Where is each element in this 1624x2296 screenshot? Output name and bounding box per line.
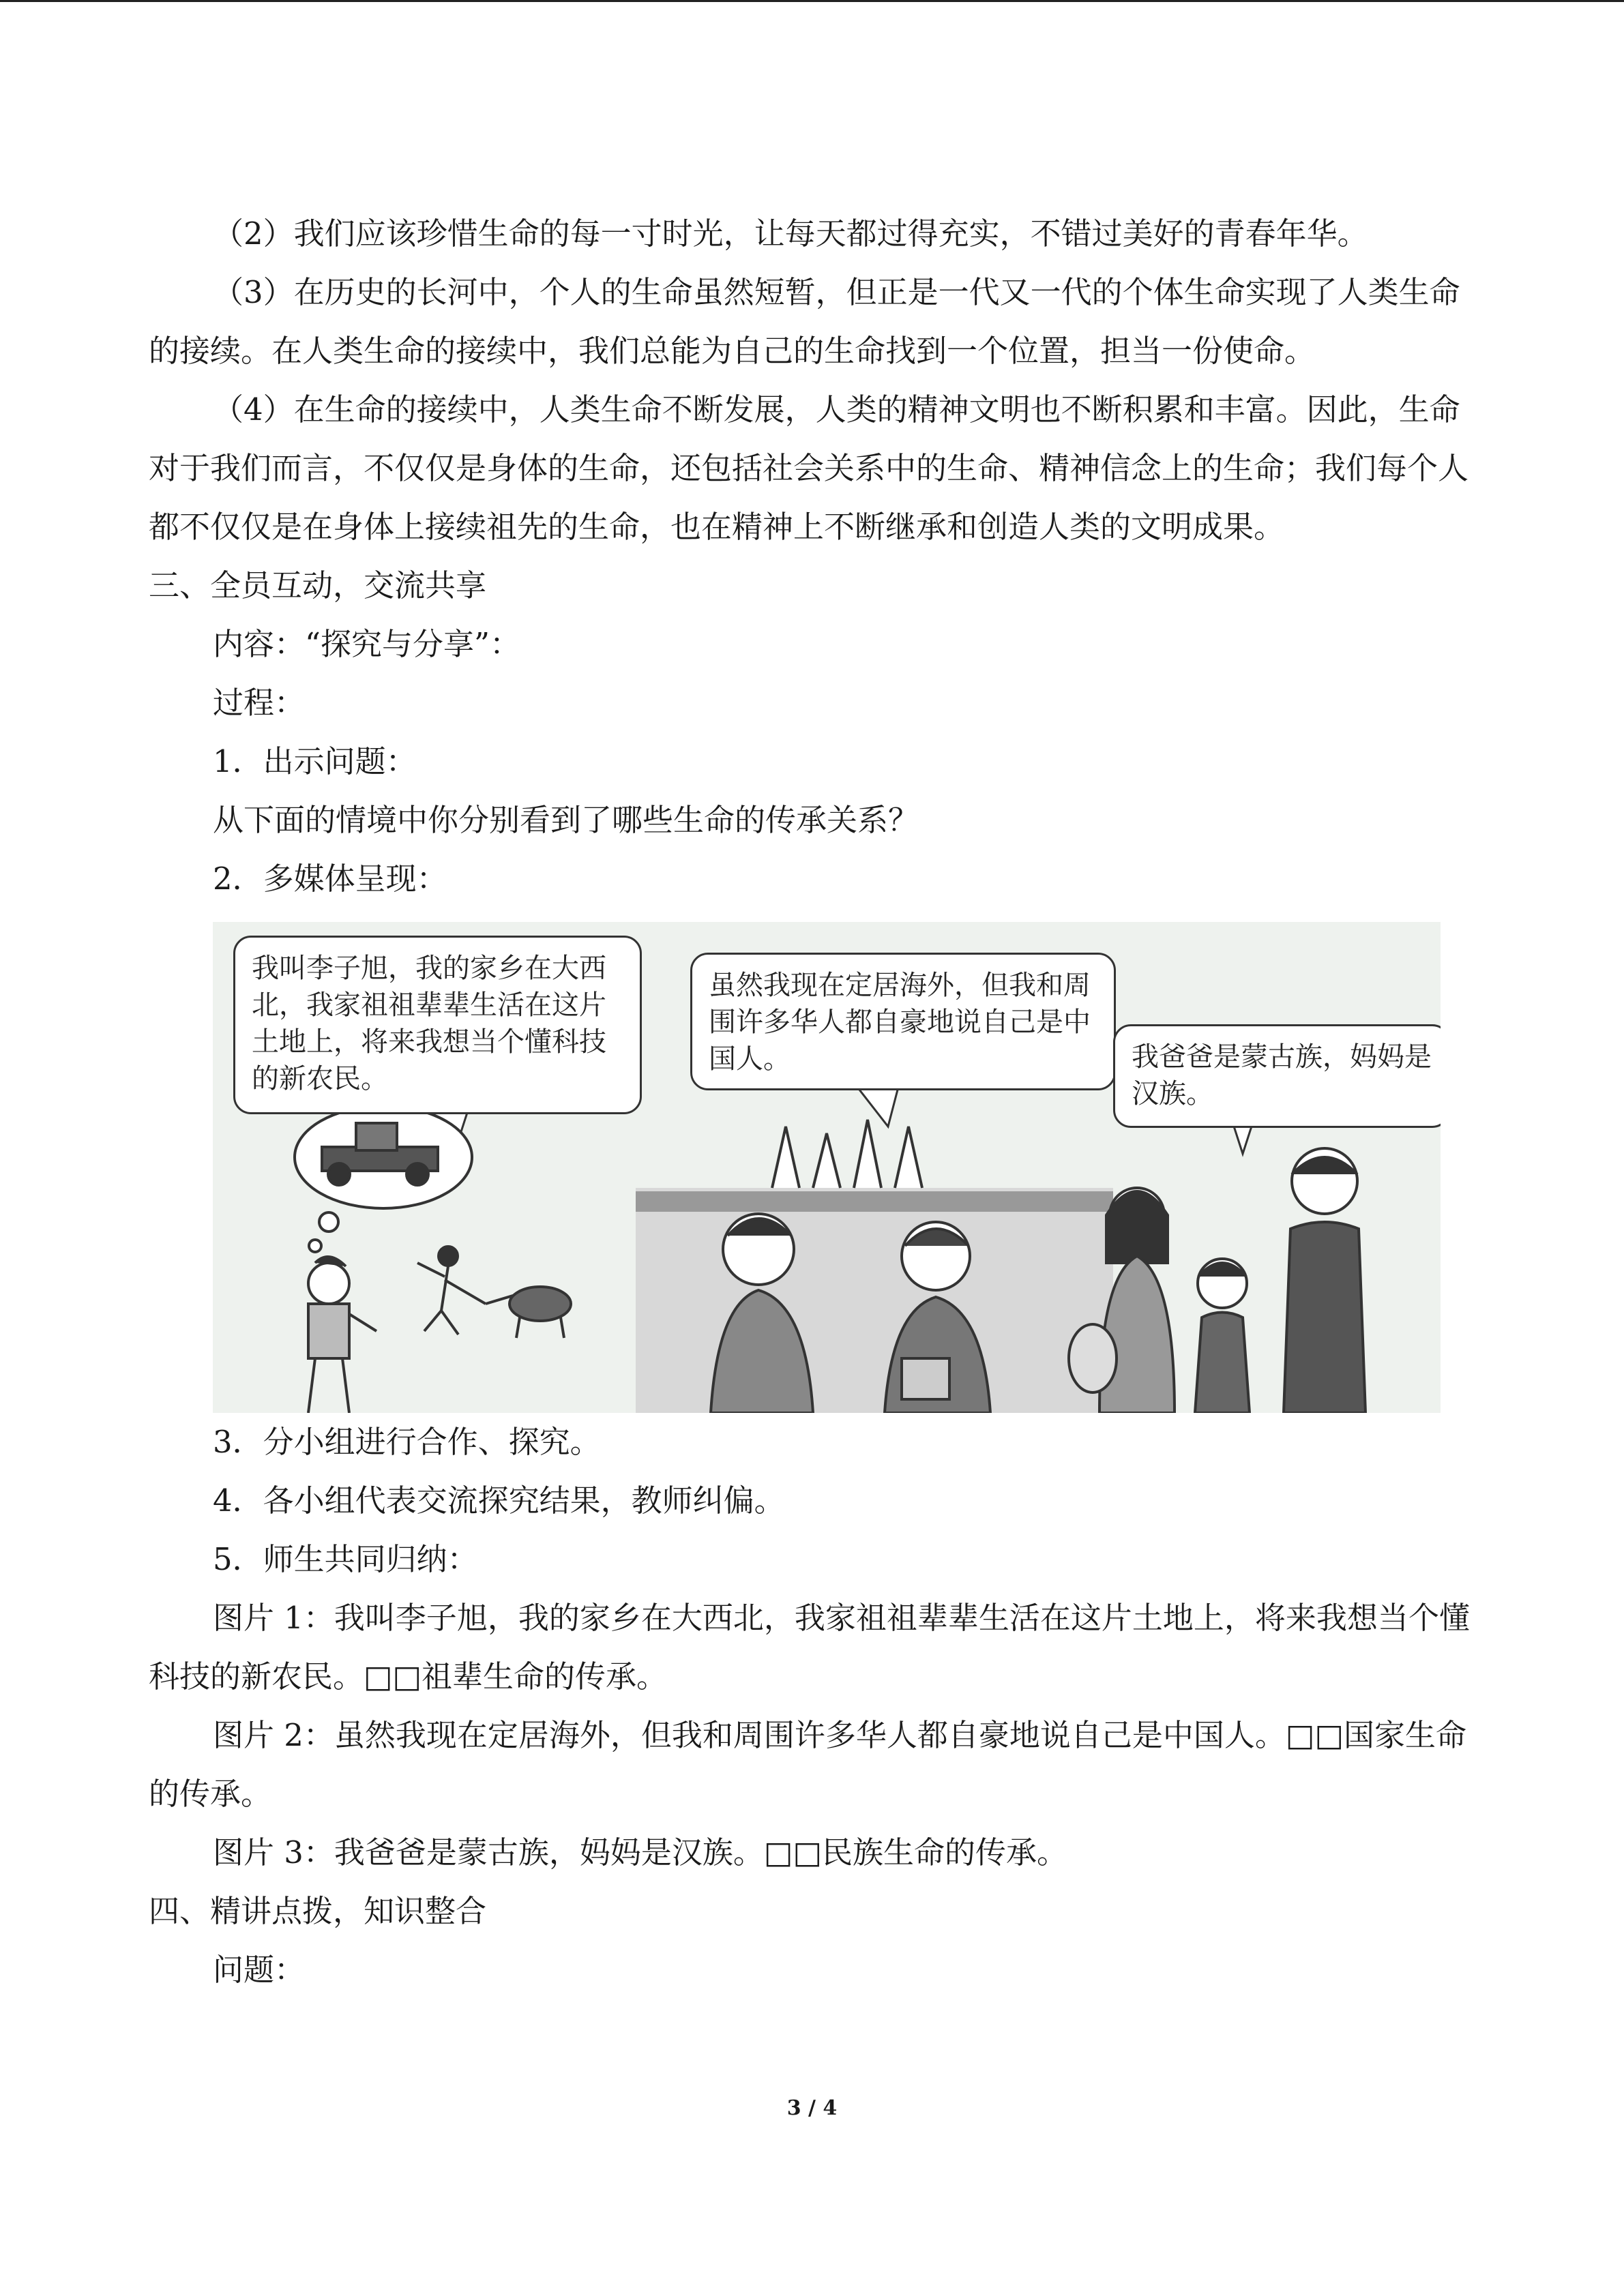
page-number: 3 / 4 <box>786 2096 838 2120</box>
speech-bubble-3: 我爸爸是蒙古族，妈妈是汉族。 <box>1113 1024 1441 1128</box>
scene-2-figure <box>636 1120 1113 1413</box>
scene-3-figure <box>1069 1148 1365 1413</box>
page-top-border <box>0 0 1624 2</box>
question-text: 从下面的情境中你分别看到了哪些生命的传承关系？ <box>213 802 919 838</box>
step-3: 3．分小组进行合作、探究。 <box>213 1424 601 1460</box>
section-4-heading: 四、精讲点拨，知识整合 <box>149 1893 487 1929</box>
step-1: 1．出示问题： <box>213 743 417 779</box>
question-label: 问题： <box>213 1952 306 1988</box>
picture-1-summary: 图片 1：我叫李子旭，我的家乡在大西北，我家祖祖辈辈生活在这片土地上，将来我想当个懂科技的新农民。□□祖辈生命的传承。 <box>149 1600 1470 1695</box>
picture-2-summary: 图片 2：虽然我现在定居海外，但我和周围许多华人都自豪地说自己是中国人。□□国家生命的传承。 <box>149 1717 1466 1812</box>
picture-3-summary: 图片 3：我爸爸是蒙古族，妈妈是汉族。□□民族生命的传承。 <box>213 1834 1067 1870</box>
process-label: 过程： <box>213 685 306 721</box>
paragraph-2: （2）我们应该珍惜生命的每一寸时光，让每天都过得充实，不错过美好的青春年华。 <box>213 215 1368 252</box>
content-line: 内容：“探究与分享”： <box>213 626 521 662</box>
speech-bubble-2: 虽然我现在定居海外，但我和周围许多华人都自豪地说自己是中国人。 <box>690 953 1116 1090</box>
scene-1-figure <box>295 1106 571 1413</box>
step-2: 2．多媒体呈现： <box>213 861 447 897</box>
multimedia-illustration <box>213 922 1441 1413</box>
section-3-heading: 三、全员互动，交流共享 <box>149 567 487 603</box>
step-4: 4．各小组代表交流探究结果，教师纠偏。 <box>213 1482 785 1519</box>
speech-bubble-1: 我叫李子旭，我的家乡在大西北，我家祖祖辈辈生活在这片土地上，将来我想当个懂科技的新农民。 <box>233 936 642 1114</box>
step-5: 5．师生共同归纳： <box>213 1541 478 1577</box>
paragraph-3: （3）在历史的长河中，个人的生命虽然短暂，但正是一代又一代的个体生命实现了人类生命的接续。在人类生命的接续中，我们总能为自己的生命找到一个位置，担当一份使命。 <box>149 274 1460 369</box>
paragraph-4: （4）在生命的接续中，人类生命不断发展，人类的精神文明也不断积累和丰富。因此，生命对于我们而言，不仅仅是身体的生命，还包括社会关系中的生命、精神信念上的生命；我们每个人都不仅仅是在身体上接续祖先的生命，也在精神上不断继承和创造人类的文明成果。 <box>149 391 1469 545</box>
document-body <box>149 205 1475 1999</box>
